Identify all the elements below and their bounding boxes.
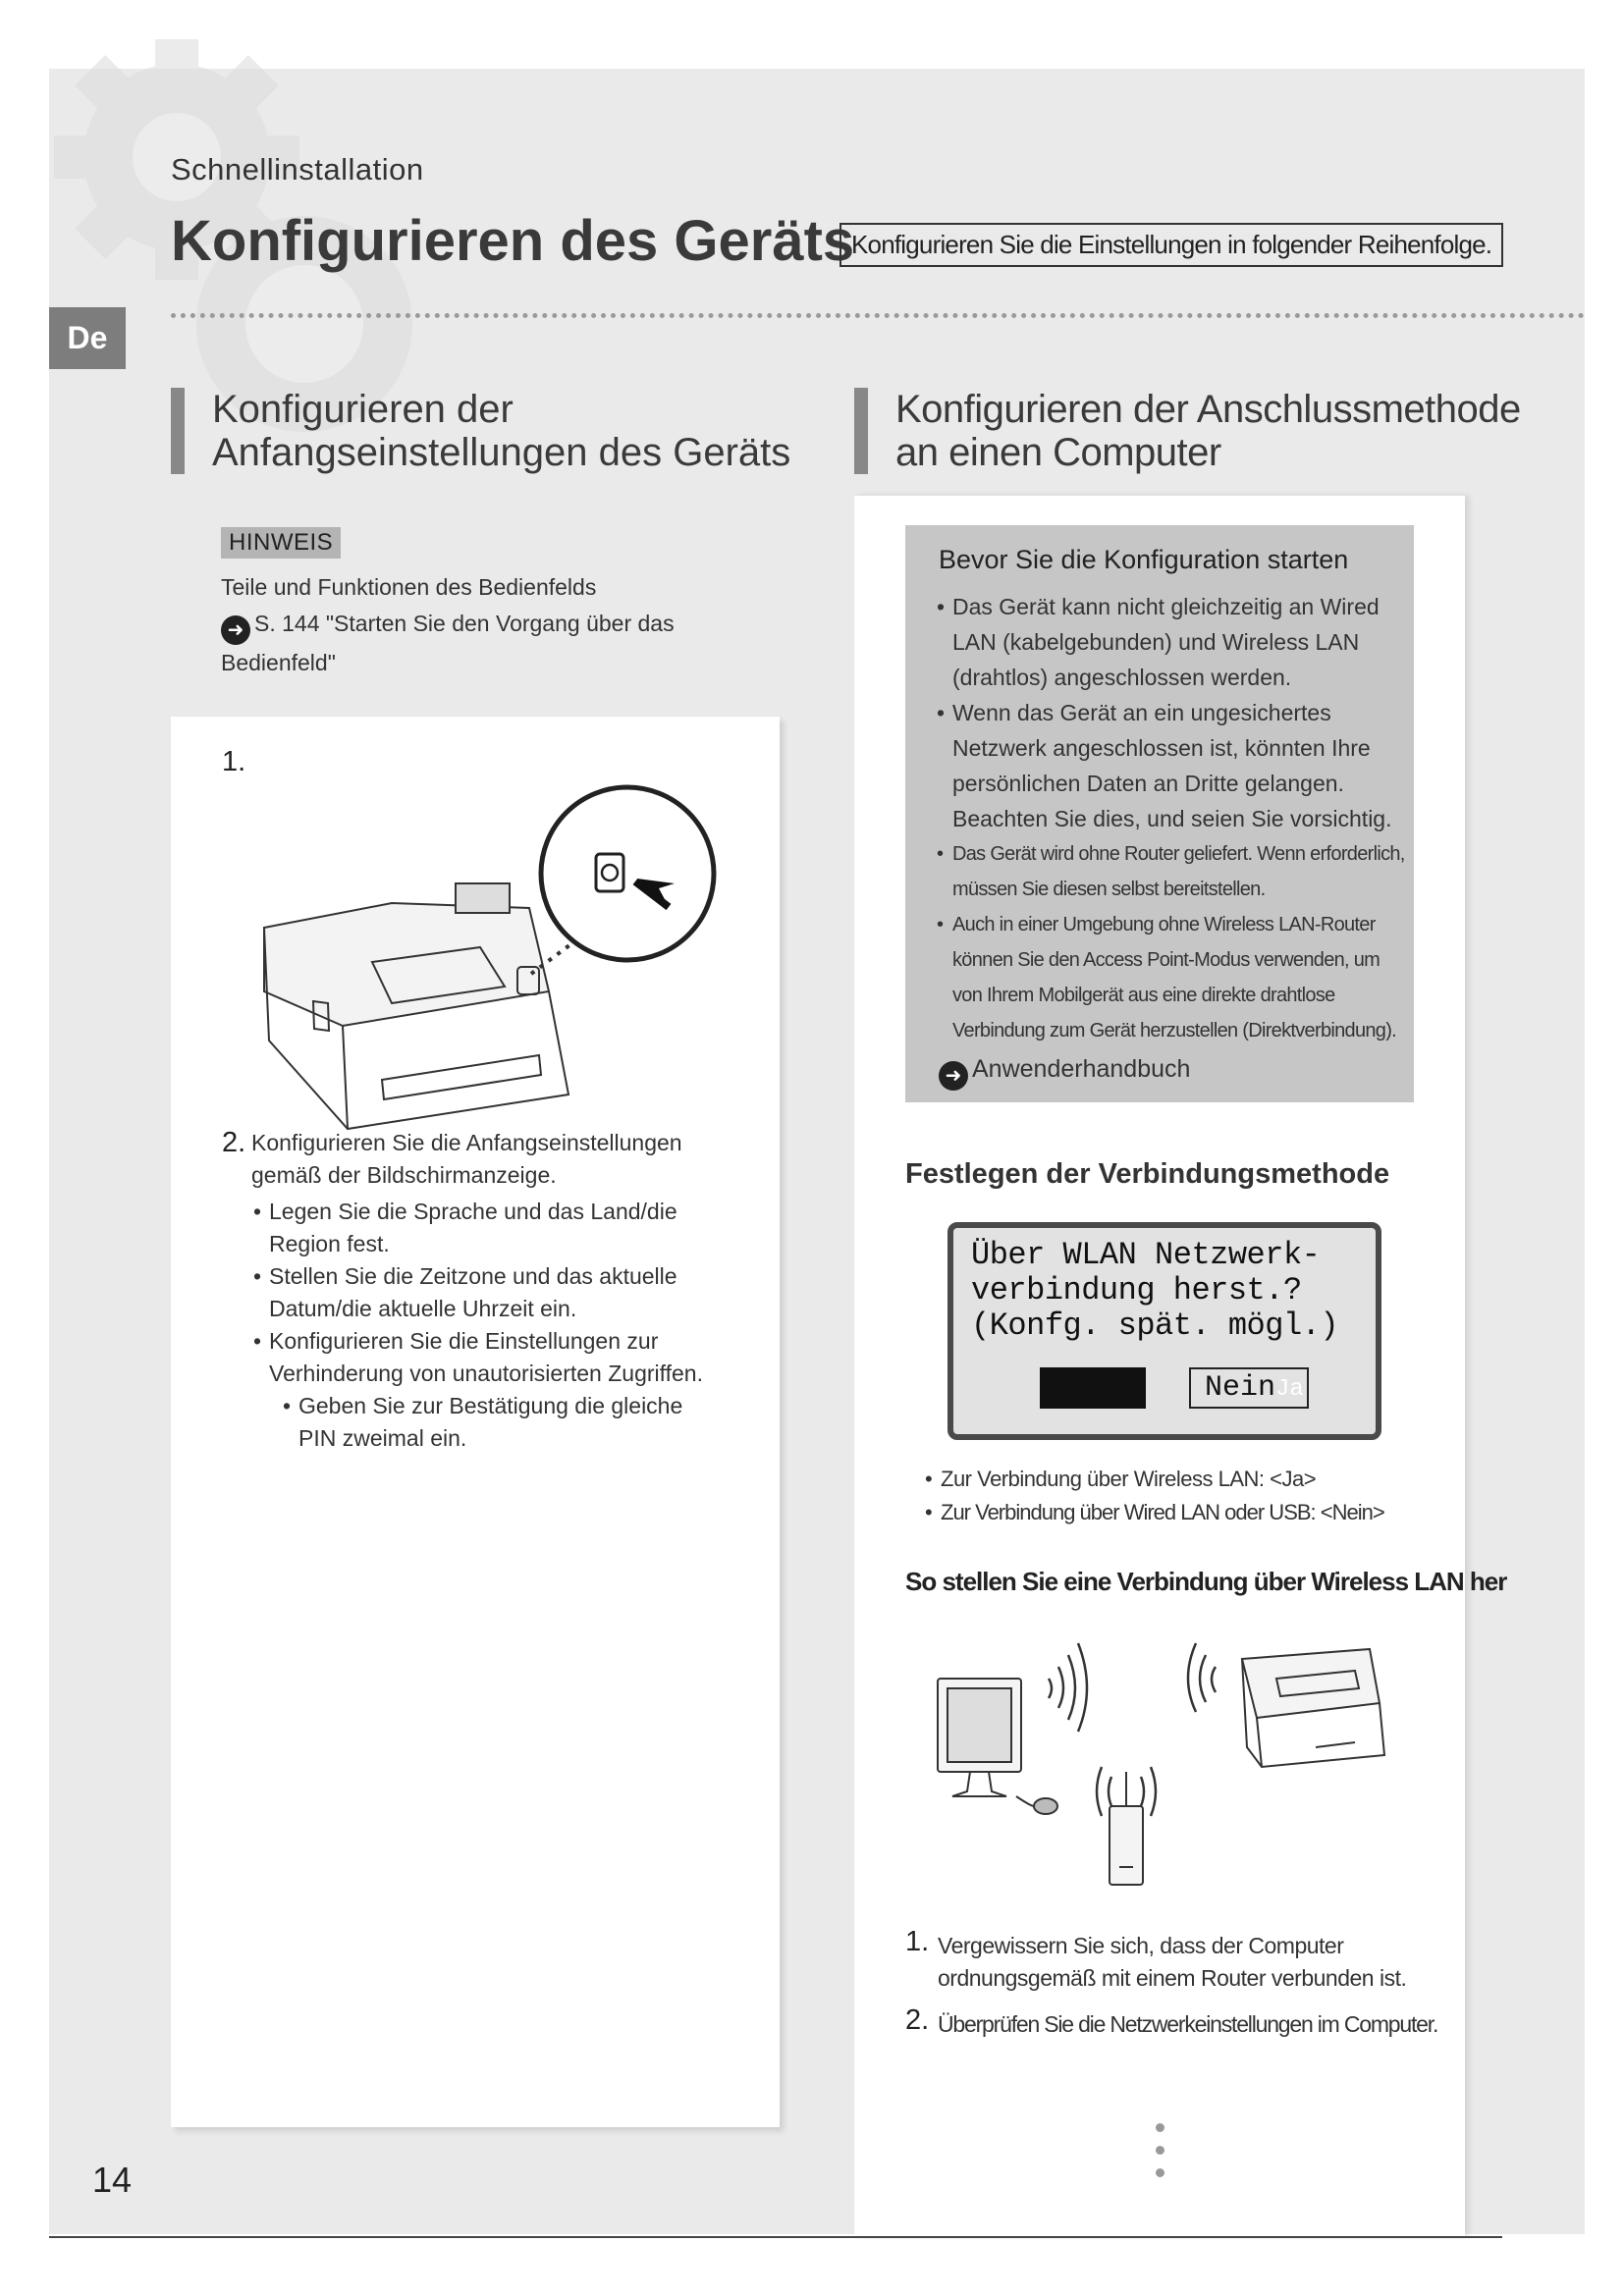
step2-bullet: • Konfigurieren Sie die Einstellungen zur Verhinderung von unautorisierten Zugriffen. [251, 1325, 713, 1390]
info-bullet: • Das Gerät kann nicht gleichzeitig an Wired LAN (kabelgebunden) und Wireless LAN (drahtlos) angeschlossen werden. [935, 589, 1406, 695]
language-tab[interactable]: De [49, 307, 126, 369]
hinweis-text [221, 569, 731, 681]
info-link[interactable] [939, 1055, 1190, 1091]
hinweis-badge: HINWEIS [221, 527, 341, 559]
info-bullets [935, 589, 1406, 836]
connect-option: • Zur Verbindung über Wireless LAN: <Ja> [923, 1463, 1384, 1496]
step2-sub-bullet: • Geben Sie zur Bestätigung die gleiche PIN zweimal ein. [281, 1390, 713, 1455]
page-title: Konfigurieren des Geräts [171, 209, 855, 273]
step2-description: Konfigurieren Sie die Anfangseinstellungen gemäß der Bildschirmanzeige. [251, 1130, 682, 1188]
left-heading-line2: Anfangseinstellungen des Geräts [212, 431, 791, 474]
dot [1156, 2123, 1164, 2132]
step2-text [251, 1127, 713, 1455]
info-box [905, 525, 1414, 1102]
wl-step1-number: 1. [905, 1926, 930, 1957]
page-number: 14 [92, 2160, 133, 2200]
method-heading: Festlegen der Verbindungsmethode [905, 1158, 1390, 1190]
step2-bullet: • Stellen Sie die Zeitzone und das aktuelle Datum/die aktuelle Uhrzeit ein. [251, 1260, 713, 1325]
lcd-ja-label: Ja [1275, 1376, 1304, 1403]
arrow-right-icon: ➜ [221, 615, 250, 645]
info-bullet: • Wenn das Gerät an ein ungesichertes Netzwerk angeschlossen ist, könnten Ihre persönlichen Daten an Dritte gelangen. Beachten Sie dies, und seien Sie vorsichtig. [935, 695, 1406, 836]
connect-option: • Zur Verbindung über Wired LAN oder USB: <Nein> [923, 1496, 1384, 1529]
info-link-text[interactable]: Anwenderhandbuch [972, 1055, 1191, 1083]
breadcrumb: Schnellinstallation [171, 152, 424, 187]
step1-number: 1. [222, 746, 246, 777]
wl-step1-text: Vergewissern Sie sich, dass der Computer ordnungsgemäß mit einem Router verbunden ist. [938, 1933, 1407, 1991]
info-bullet: • Das Gerät wird ohne Router geliefert. Wenn erforderlich, müssen Sie diesen selbst bereitstellen. [935, 836, 1406, 907]
wl-step2-number: 2. [905, 2004, 930, 2036]
lcd-line: Über WLAN Netzwerk- [971, 1237, 1321, 1273]
step2-bullets [251, 1196, 713, 1390]
wireless-network-illustration [923, 1610, 1394, 1904]
right-heading-line2: an einen Computer [895, 431, 1221, 474]
hinweis-link[interactable] [221, 606, 731, 681]
lcd-text [971, 1238, 1338, 1344]
printer-illustration [254, 746, 735, 1139]
right-section-heading [854, 388, 1521, 474]
info-bullet: • Auch in einer Umgebung ohne Wireless LAN-Router können Sie den Access Point-Modus verwenden, um von Ihrem Mobilgerät aus eine direkte drahtlose Verbindung zum Gerät herzustellen (Direktverbindung). [935, 907, 1406, 1048]
dot [1156, 2146, 1164, 2155]
wl-step2-text: Überprüfen Sie die Netzwerkeinstellungen im Computer. [938, 2011, 1438, 2037]
step2-sub-bullets [251, 1390, 713, 1455]
arrow-right-icon: ➜ [939, 1061, 968, 1091]
title-note: Konfigurieren Sie die Einstellungen in folgender Reihenfolge. [839, 223, 1503, 267]
info-title: Bevor Sie die Konfiguration starten [939, 545, 1349, 574]
continuation-dots [1156, 2123, 1165, 2191]
lcd-ja-button[interactable] [1040, 1367, 1146, 1409]
connect-options [923, 1463, 1384, 1529]
hinweis-line: Teile und Funktionen des Bedienfelds [221, 574, 597, 600]
step2-number: 2. [222, 1127, 246, 1158]
lcd-line: (Konfg. spät. mögl.) [971, 1308, 1339, 1344]
left-section-heading [171, 388, 790, 474]
lcd-nein-button[interactable] [1189, 1367, 1309, 1409]
wireless-heading: So stellen Sie eine Verbindung über Wireless LAN her [905, 1567, 1507, 1596]
lcd-line: verbindung herst.? [971, 1272, 1302, 1308]
right-heading-line1: Konfigurieren der Anschlussmethode [895, 388, 1521, 431]
hinweis-link-text[interactable]: S. 144 "Starten Sie den Vorgang über das Bedienfeld" [221, 611, 675, 675]
lcd-screen [947, 1222, 1381, 1440]
dot [1156, 2168, 1164, 2177]
left-heading-line1: Konfigurieren der [212, 388, 514, 431]
lcd-nein-label: Nein [1205, 1371, 1276, 1405]
info-bullets-narrow [935, 836, 1406, 1048]
step2-bullet: • Legen Sie die Sprache und das Land/die Region fest. [251, 1196, 713, 1260]
footer-rule [49, 2236, 1502, 2238]
info-list [935, 589, 1406, 1048]
header-divider [171, 313, 1585, 318]
left-steps-card [171, 717, 780, 2127]
